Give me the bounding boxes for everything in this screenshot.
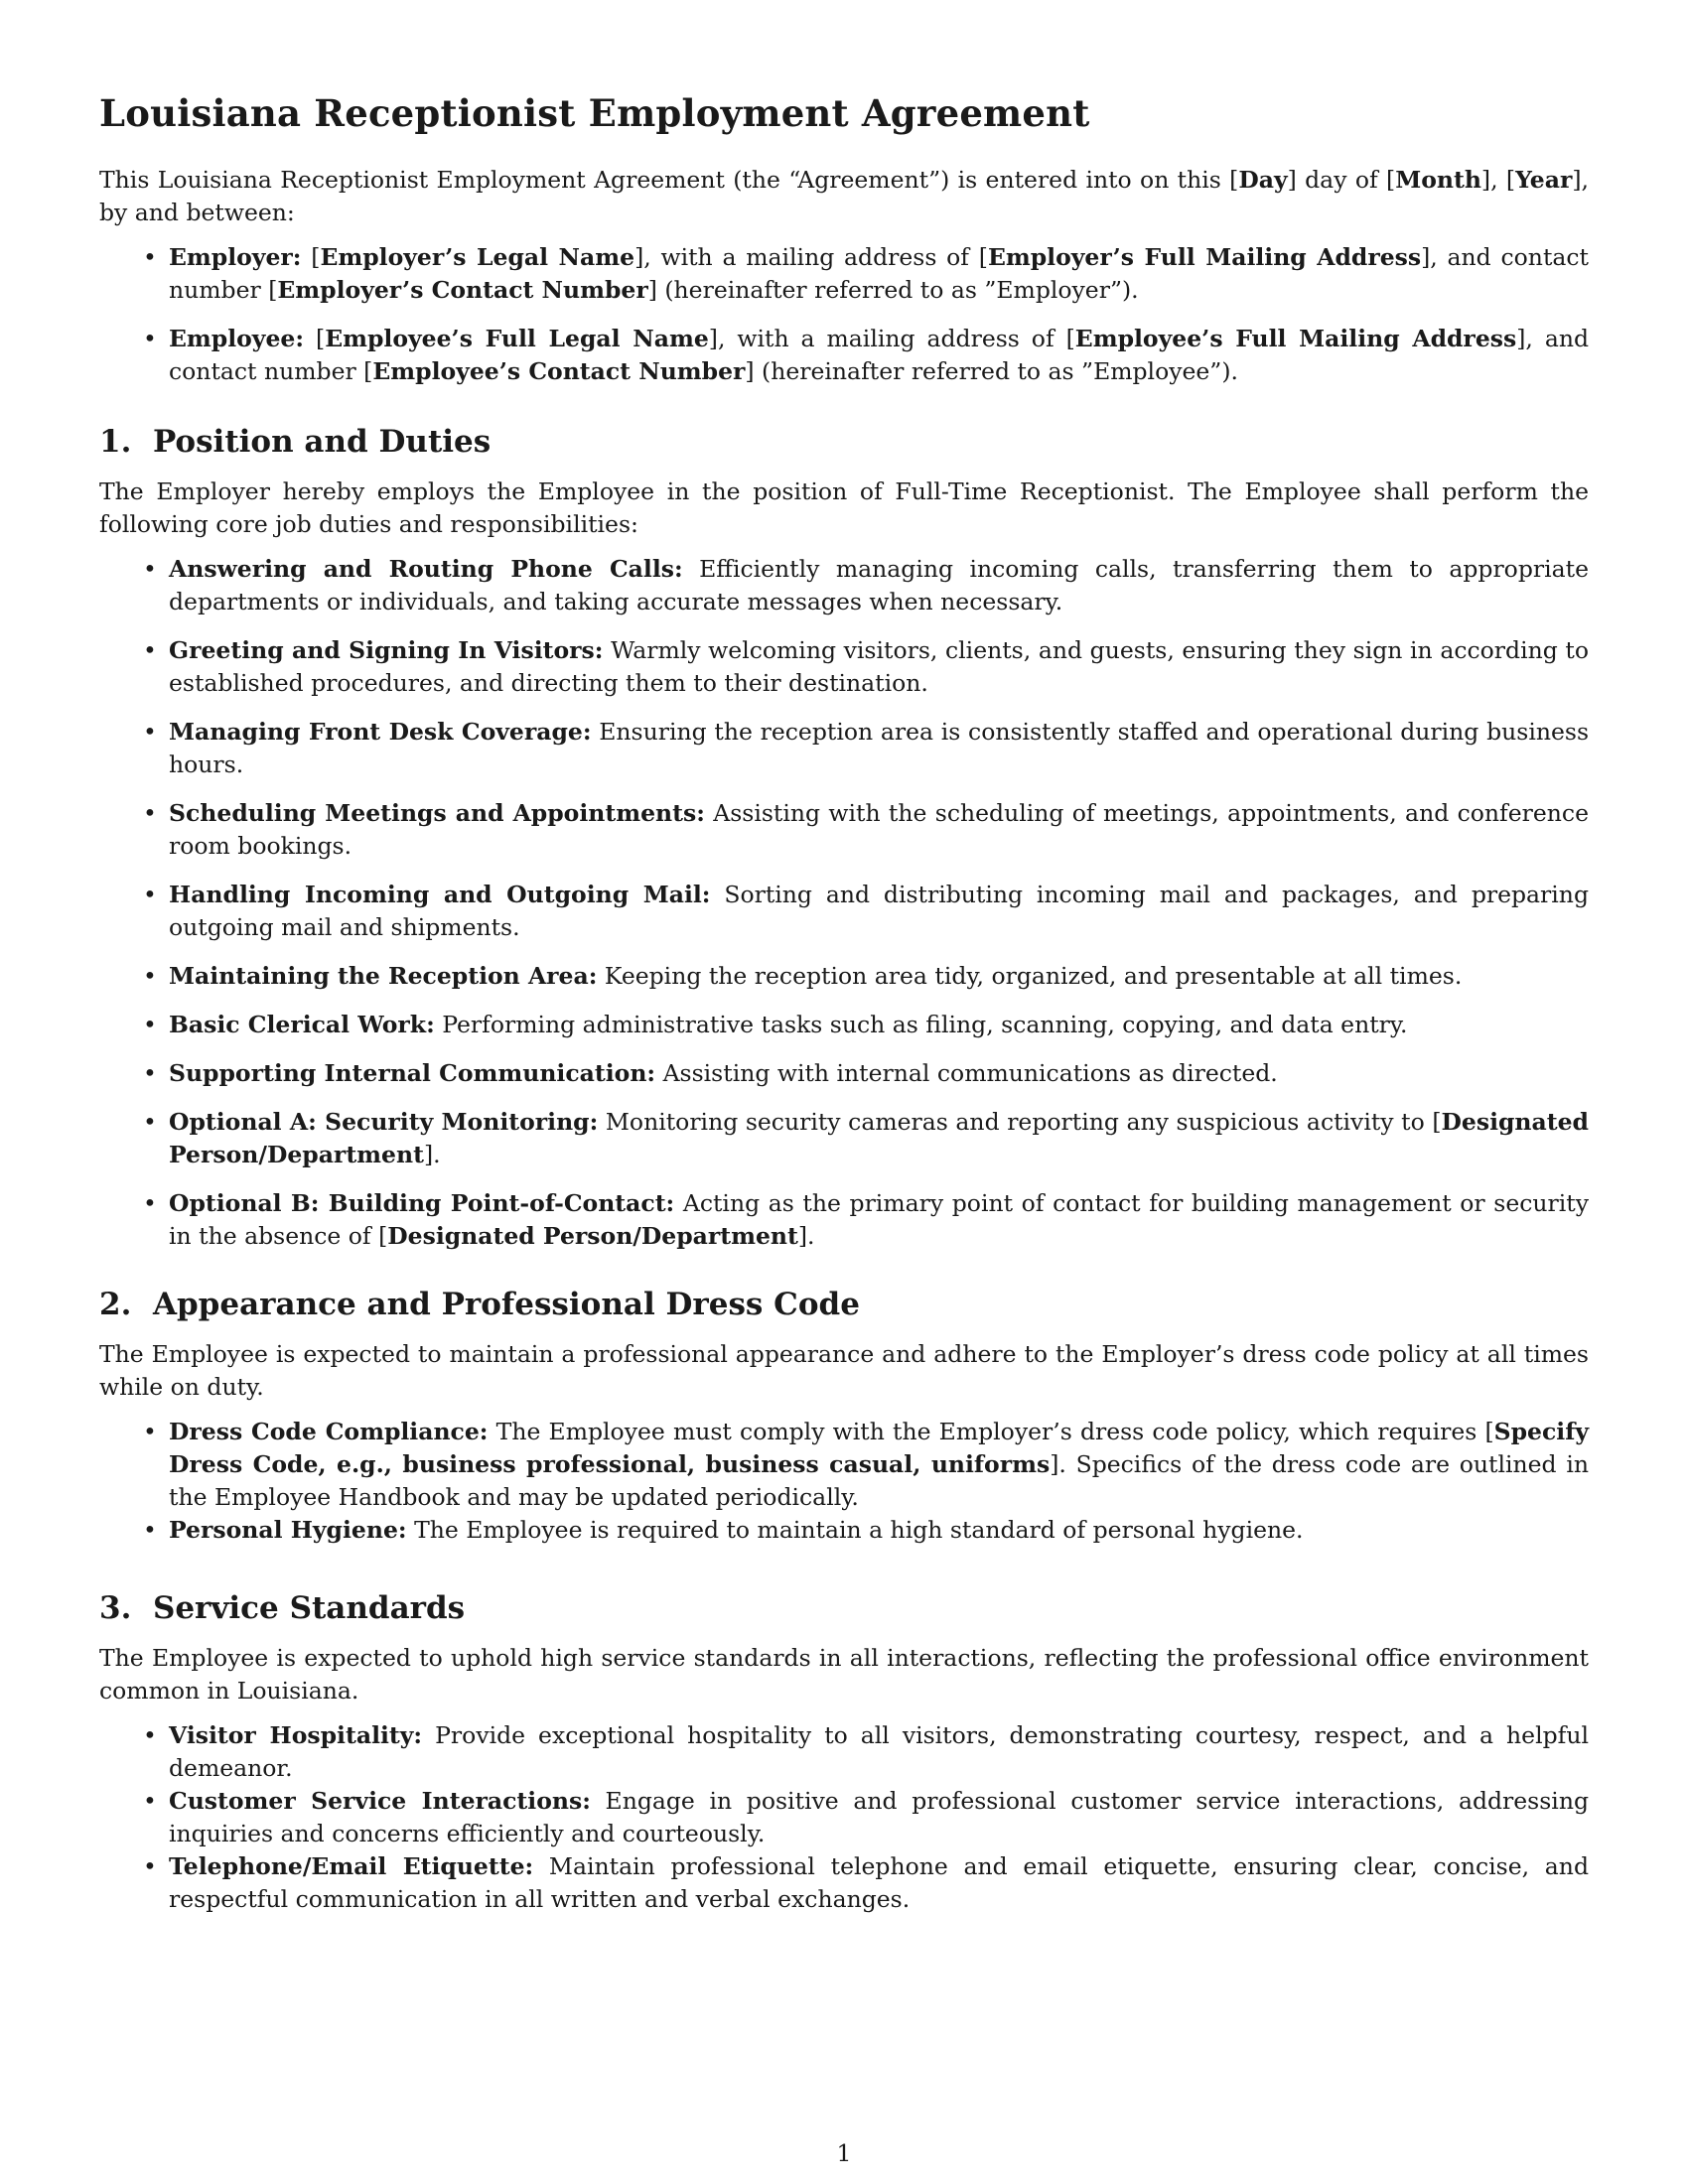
intro-text: This Louisiana Receptionist Employment Agreement (the “Agreement”) is entered into on this [ xyxy=(99,166,1239,194)
dress-code-list xyxy=(99,1416,1589,1547)
page-number: 1 xyxy=(836,2139,852,2167)
duty-label: Managing Front Desk Coverage: xyxy=(169,718,592,746)
duty-label: Scheduling Meetings and Appointments: xyxy=(169,799,705,827)
duty-item xyxy=(169,1057,1589,1090)
duty-item xyxy=(169,797,1589,863)
designated-person-placeholder: Designated Person/Department xyxy=(169,1108,1589,1168)
section-1-heading: 1. Position and Duties xyxy=(99,424,492,460)
intro-text: ], by and between: xyxy=(99,166,1589,226)
service-label: Visitor Hospitality: xyxy=(169,1721,423,1749)
dress-code-text: The Employee must comply with the Employer’s dress code policy, which requires [ xyxy=(488,1418,1494,1445)
duty-label: Handling Incoming and Outgoing Mail: xyxy=(169,881,711,908)
text: ], with a mailing address of [ xyxy=(634,243,988,271)
hygiene-label: Personal Hygiene: xyxy=(169,1516,407,1544)
intro-text: ], [ xyxy=(1480,166,1516,194)
hygiene-text: The Employee is required to maintain a high standard of personal hygiene. xyxy=(406,1516,1304,1544)
duty-text: Monitoring security cameras and reporting any suspicious activity to [ xyxy=(598,1108,1442,1136)
document-title: Louisiana Receptionist Employment Agreement xyxy=(99,91,1090,135)
duty-text: ]. xyxy=(423,1141,441,1168)
service-item xyxy=(169,1785,1589,1850)
duty-label: Optional A: Security Monitoring: xyxy=(169,1108,599,1136)
parties-list xyxy=(99,241,1589,388)
duty-text: Efficiently managing incoming calls, transferring them to appropriate departments or individuals, and taking accurate messages when necessary. xyxy=(169,555,1589,615)
duty-text: Keeping the reception area tidy, organized, and presentable at all times. xyxy=(597,962,1463,990)
text: ], and contact number [ xyxy=(169,325,1590,385)
service-item xyxy=(169,1719,1589,1785)
text: ] (hereinafter referred to as ”Employee”). xyxy=(745,357,1238,385)
intro-text: ] day of [ xyxy=(1287,166,1396,194)
service-standards-list xyxy=(99,1719,1589,1916)
employee-label: Employee: xyxy=(169,325,305,352)
employer-contact-placeholder: Employer’s Contact Number xyxy=(277,276,648,304)
section-2-intro: The Employee is expected to maintain a professional appearance and adhere to the Employer’s dress code policy at all times while on duty. xyxy=(99,1340,1589,1401)
dress-code-placeholder: Specify Dress Code, e.g., business professional, business casual, uniforms xyxy=(169,1418,1589,1478)
duty-label: Maintaining the Reception Area: xyxy=(169,962,598,990)
employee-contact-placeholder: Employee’s Contact Number xyxy=(372,357,746,385)
duties-list xyxy=(99,553,1589,1253)
employee-address-placeholder: Employee’s Full Mailing Address xyxy=(1074,325,1517,352)
duty-item xyxy=(169,716,1589,781)
hygiene-item xyxy=(169,1514,1589,1547)
duty-label: Supporting Internal Communication: xyxy=(169,1059,656,1087)
duty-item xyxy=(169,1009,1589,1041)
dress-code-text: ]. Specifics of the dress code are outlined in the Employee Handbook and may be updated periodically. xyxy=(169,1450,1590,1511)
service-label: Customer Service Interactions: xyxy=(169,1787,591,1815)
service-text: Engage in positive and professional customer service interactions, addressing inquiries and concerns efficiently and courteously. xyxy=(169,1787,1589,1847)
duty-text: Acting as the primary point of contact for building management or security in the absence of [ xyxy=(169,1189,1590,1250)
duty-item xyxy=(169,879,1589,944)
service-text: Provide exceptional hospitality to all visitors, demonstrating courtesy, respect, and a helpful demeanor. xyxy=(169,1721,1590,1782)
employee-name-placeholder: Employee’s Full Legal Name xyxy=(325,325,709,352)
duty-text: Sorting and distributing incoming mail and packages, and preparing outgoing mail and shipments. xyxy=(169,881,1589,941)
section-2-heading: 2. Appearance and Professional Dress Code xyxy=(99,1287,860,1322)
year-placeholder: Year xyxy=(1515,166,1573,194)
service-text: Maintain professional telephone and email etiquette, ensuring clear, concise, and respectful communication in all written and verbal exchanges. xyxy=(169,1852,1589,1913)
text: ] (hereinafter referred to as ”Employer”). xyxy=(647,276,1139,304)
duty-label: Optional B: Building Point-of-Contact: xyxy=(169,1189,675,1217)
duty-text: Warmly welcoming visitors, clients, and guests, ensuring they sign in according to established procedures, and directing them to their destination. xyxy=(169,636,1590,697)
duty-text: Assisting with the scheduling of meetings, appointments, and conference room bookings. xyxy=(169,799,1589,860)
employer-address-placeholder: Employer’s Full Mailing Address xyxy=(987,243,1422,271)
dress-code-label: Dress Code Compliance: xyxy=(169,1418,489,1445)
text: [ xyxy=(304,325,326,352)
service-item xyxy=(169,1850,1589,1916)
duty-text: Performing administrative tasks such as filing, scanning, copying, and data entry. xyxy=(434,1011,1408,1038)
service-label: Telephone/Email Etiquette: xyxy=(169,1852,534,1880)
employee-item xyxy=(169,323,1589,388)
text: ], with a mailing address of [ xyxy=(708,325,1075,352)
month-placeholder: Month xyxy=(1395,166,1481,194)
duty-item xyxy=(169,960,1589,993)
intro-paragraph xyxy=(99,164,1589,229)
duty-text: Ensuring the reception area is consistently staffed and operational during business hours. xyxy=(169,718,1590,778)
duty-text: Assisting with internal communications as directed. xyxy=(655,1059,1278,1087)
duty-label: Answering and Routing Phone Calls: xyxy=(169,555,683,583)
duty-item xyxy=(169,553,1589,618)
designated-person-placeholder: Designated Person/Department xyxy=(387,1222,798,1250)
duty-item xyxy=(169,634,1589,700)
employer-label: Employer: xyxy=(169,243,302,271)
duty-text: ]. xyxy=(797,1222,815,1250)
section-1-intro: The Employer hereby employs the Employee in the position of Full-Time Receptionist. The Employee shall perform the following core job duties and responsibilities: xyxy=(99,478,1589,538)
day-placeholder: Day xyxy=(1238,166,1288,194)
optional-b-item xyxy=(169,1187,1589,1253)
text: [ xyxy=(301,243,321,271)
dress-code-item xyxy=(169,1416,1589,1514)
section-3-heading: 3. Service Standards xyxy=(99,1590,466,1626)
employer-name-placeholder: Employer’s Legal Name xyxy=(320,243,635,271)
optional-a-item xyxy=(169,1106,1589,1171)
section-3-intro: The Employee is expected to uphold high service standards in all interactions, reflecting the professional office environment common in Louisiana. xyxy=(99,1644,1589,1705)
text: ], and contact number [ xyxy=(169,243,1589,304)
duty-label: Basic Clerical Work: xyxy=(169,1011,435,1038)
duty-label: Greeting and Signing In Visitors: xyxy=(169,636,604,664)
employer-item xyxy=(169,241,1589,307)
